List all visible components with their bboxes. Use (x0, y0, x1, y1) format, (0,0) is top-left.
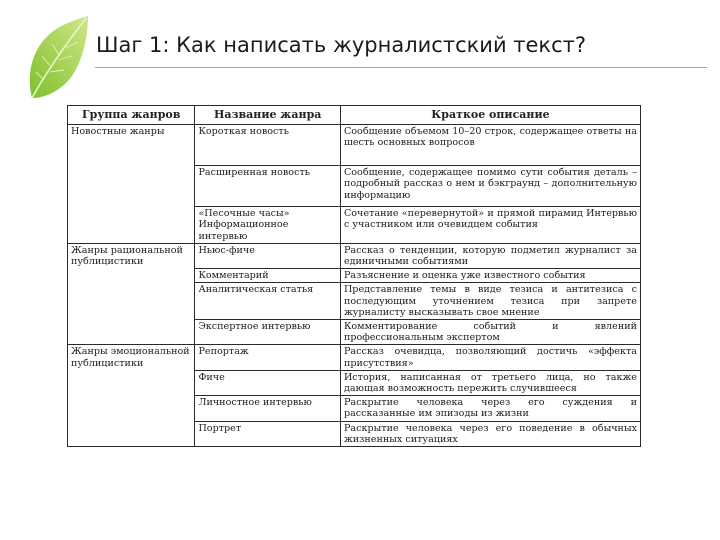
genre-name: Экспертное интервью (195, 320, 341, 345)
genre-description: Сообщение объемом 10–20 строк, содержащее ответы на шесть основных вопросов (340, 125, 640, 166)
title-divider (95, 67, 707, 68)
table-row (68, 345, 641, 370)
genre-name: Ньюс-фиче (195, 243, 341, 268)
genre-description: Комментирование событий и явлений профессиональным экспертом (340, 320, 640, 345)
genre-name: Аналитическая статья (195, 283, 341, 320)
slide-title: Шаг 1: Как написать журналистский текст? (96, 33, 587, 57)
genre-name: Портрет (195, 421, 341, 446)
genre-description: Представление темы в виде тезиса и антитезиса с последующим уточнением тезиса при запрете журналисту высказывать свое мнение (340, 283, 640, 320)
genre-name: Личностное интервью (195, 396, 341, 421)
genre-name: «Песочные часы» Информационное интервью (195, 207, 341, 244)
group-name: Жанры рациональной публицистики (68, 243, 195, 345)
genre-description: Рассказ о тенденции, которую подметил журналист за единичными событиями (340, 243, 640, 268)
group-name: Новостные жанры (68, 125, 195, 244)
group-name: Жанры эмоциональной публицистики (68, 345, 195, 447)
genre-name: Расширенная новость (195, 166, 341, 207)
genre-description: Рассказ очевидца, позволяющий достичь «эффекта присутствия» (340, 345, 640, 370)
genre-description: Разъяснение и оценка уже известного события (340, 269, 640, 283)
genre-description: Раскрытие человека через его поведение в обычных жизненных ситуациях (340, 421, 640, 446)
table-row (68, 125, 641, 166)
genre-name: Комментарий (195, 269, 341, 283)
header-genre: Название жанра (195, 106, 341, 125)
header-description: Краткое описание (340, 106, 640, 125)
header-group: Группа жанров (68, 106, 195, 125)
genre-description: Сообщение, содержащее помимо сути события деталь – подробный рассказ о нем и бэкграунд – дополнительную информацию (340, 166, 640, 207)
table-row (68, 243, 641, 268)
genre-name: Короткая новость (195, 125, 341, 166)
genre-name: Репортаж (195, 345, 341, 370)
genre-description: Сочетание «перевернутой» и прямой пирамид Интервью с участником или очевидцем события (340, 207, 640, 244)
genre-description: История, написанная от третьего лица, но также дающая возможность пережить случившееся (340, 370, 640, 395)
green-leaf-icon (22, 14, 92, 104)
genre-description: Раскрытие человека через его суждения и рассказанные им эпизоды из жизни (340, 396, 640, 421)
genre-name: Фиче (195, 370, 341, 395)
genres-table (67, 105, 641, 447)
table-header-row (68, 106, 641, 125)
